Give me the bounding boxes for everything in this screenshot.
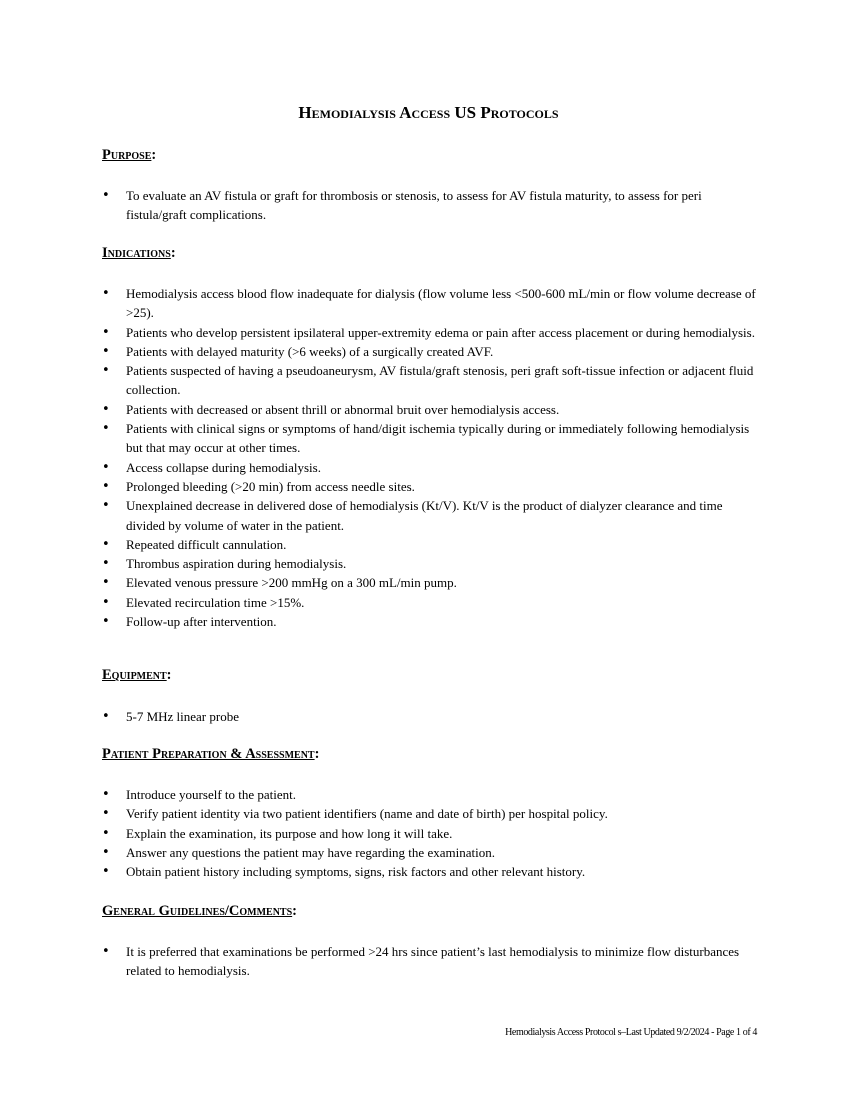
- guidelines-heading: [102, 903, 297, 920]
- list-item: • Prolonged bleeding (>20 min) from access needle sites.: [102, 477, 762, 496]
- guidelines-heading-suffix: :: [292, 903, 297, 919]
- list-item: • Answer any questions the patient may have regarding the examination.: [102, 843, 762, 862]
- list-item: • Unexplained decrease in delivered dose of hemodialysis (Kt/V). Kt/V is the product of dialyzer clearance and time divided by volume of water in the patient.: [102, 496, 762, 535]
- guidelines-list: [102, 942, 762, 981]
- preparation-heading-suffix: :: [314, 746, 320, 762]
- guidelines-heading-text: General Guidelines/Comments: [102, 903, 293, 919]
- indications-heading-text: Indications: [102, 245, 171, 261]
- list-item: • Patients with clinical signs or symptoms of hand/digit ischemia typically during or immediately following hemodialysis but that may occur at other times.: [102, 419, 762, 458]
- preparation-heading: [102, 746, 319, 763]
- equipment-list: [102, 707, 762, 726]
- list-item: • Explain the examination, its purpose and how long it will take.: [102, 824, 762, 843]
- list-item: • Follow-up after intervention.: [102, 612, 762, 631]
- indications-heading-suffix: :: [170, 245, 176, 261]
- list-item: • Patients who develop persistent ipsilateral upper-extremity edema or pain after access placement or during hemodialysis.: [102, 323, 762, 342]
- list-item: • Access collapse during hemodialysis.: [102, 458, 762, 477]
- list-item: • Repeated difficult cannulation.: [102, 535, 762, 554]
- document-title: Hemodialysis Access US Protocols: [298, 103, 559, 122]
- page-footer: Hemodialysis Access Protocol s–Last Updated 9/2/2024 - Page 1 of 4: [505, 1027, 757, 1038]
- list-item: • Elevated venous pressure >200 mmHg on a 300 mL/min pump.: [102, 573, 762, 592]
- list-item: • Patients with decreased or absent thrill or abnormal bruit over hemodialysis access.: [102, 400, 762, 419]
- list-item: • 5-7 MHz linear probe: [102, 707, 762, 726]
- list-item: • It is preferred that examinations be performed >24 hrs since patient’s last hemodialysis to minimize flow disturbances related to hemodialysis.: [102, 942, 762, 981]
- purpose-heading-text: Purpose: [102, 147, 152, 163]
- list-item: • Introduce yourself to the patient.: [102, 785, 762, 804]
- purpose-heading: [102, 147, 156, 164]
- indications-list: [102, 284, 762, 631]
- purpose-list: [102, 186, 762, 225]
- list-item: • Obtain patient history including symptoms, signs, risk factors and other relevant history.: [102, 862, 762, 881]
- indications-heading: [102, 245, 176, 262]
- list-item: • Patients suspected of having a pseudoaneurysm, AV fistula/graft stenosis, peri graft soft-tissue infection or adjacent fluid collection.: [102, 361, 762, 400]
- purpose-heading-suffix: :: [151, 147, 157, 163]
- list-item: • To evaluate an AV fistula or graft for thrombosis or stenosis, to assess for AV fistula maturity, to assess for peri fistula/graft complications.: [102, 186, 762, 225]
- list-item: • Hemodialysis access blood flow inadequate for dialysis (flow volume less <500-600 mL/min or flow volume decrease of >25).: [102, 284, 762, 323]
- equipment-heading-text: Equipment: [102, 667, 167, 683]
- preparation-heading-text: Patient Preparation & Assessment: [102, 746, 315, 762]
- preparation-list: [102, 785, 762, 881]
- equipment-heading: [102, 667, 172, 684]
- list-item: • Elevated recirculation time >15%.: [102, 593, 762, 612]
- list-item: • Patients with delayed maturity (>6 weeks) of a surgically created AVF.: [102, 342, 762, 361]
- equipment-heading-suffix: :: [166, 667, 172, 683]
- list-item: • Verify patient identity via two patient identifiers (name and date of birth) per hospital policy.: [102, 804, 762, 823]
- list-item: • Thrombus aspiration during hemodialysis.: [102, 554, 762, 573]
